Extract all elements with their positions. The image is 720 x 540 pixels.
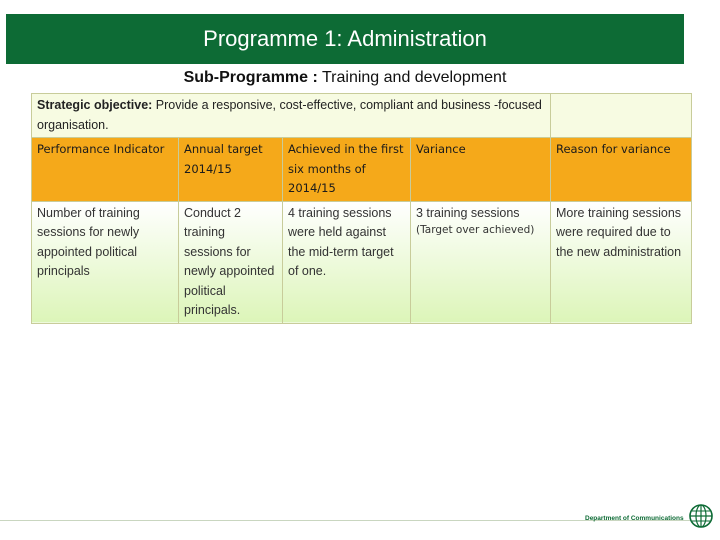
cell-target: Conduct 2 training sessions for newly appointed political principals. — [179, 201, 283, 323]
header-reason: Reason for variance — [551, 138, 692, 202]
cell-achieved: 4 training sessions were held against the mid-term target of one. — [283, 201, 411, 323]
header-target: Annual target 2014/15 — [179, 138, 283, 202]
cell-variance — [411, 201, 551, 323]
header-variance: Variance — [411, 138, 551, 202]
objective-label: Strategic objective: — [37, 98, 153, 112]
variance-value: 3 training sessions — [416, 205, 520, 220]
globe-icon — [688, 503, 714, 529]
page-title: Programme 1: Administration — [203, 26, 487, 51]
objective-cell — [32, 94, 551, 138]
table-row — [32, 201, 692, 323]
header-indicator: Performance Indicator — [32, 138, 179, 202]
objective-row — [32, 94, 692, 138]
objective-empty-cell — [551, 94, 692, 138]
cell-indicator: Number of training sessions for newly appointed political principals — [32, 201, 179, 323]
variance-note: (Target over achieved) — [416, 224, 535, 236]
sub-programme-label: Sub-Programme : — [183, 69, 318, 86]
performance-table — [31, 93, 692, 324]
header-row — [32, 138, 692, 202]
sub-programme-value: Training and development — [317, 69, 507, 86]
cell-reason: More training sessions were required due to the new administration — [551, 201, 692, 323]
sub-programme-heading — [0, 69, 690, 87]
footer-department: Department of Communications — [585, 515, 684, 522]
page-title-bar — [6, 14, 684, 64]
header-achieved: Achieved in the first six months of 2014/15 — [283, 138, 411, 202]
objective-text: Provide a responsive, cost-effective, compliant and business -focused organisation. — [37, 98, 542, 132]
